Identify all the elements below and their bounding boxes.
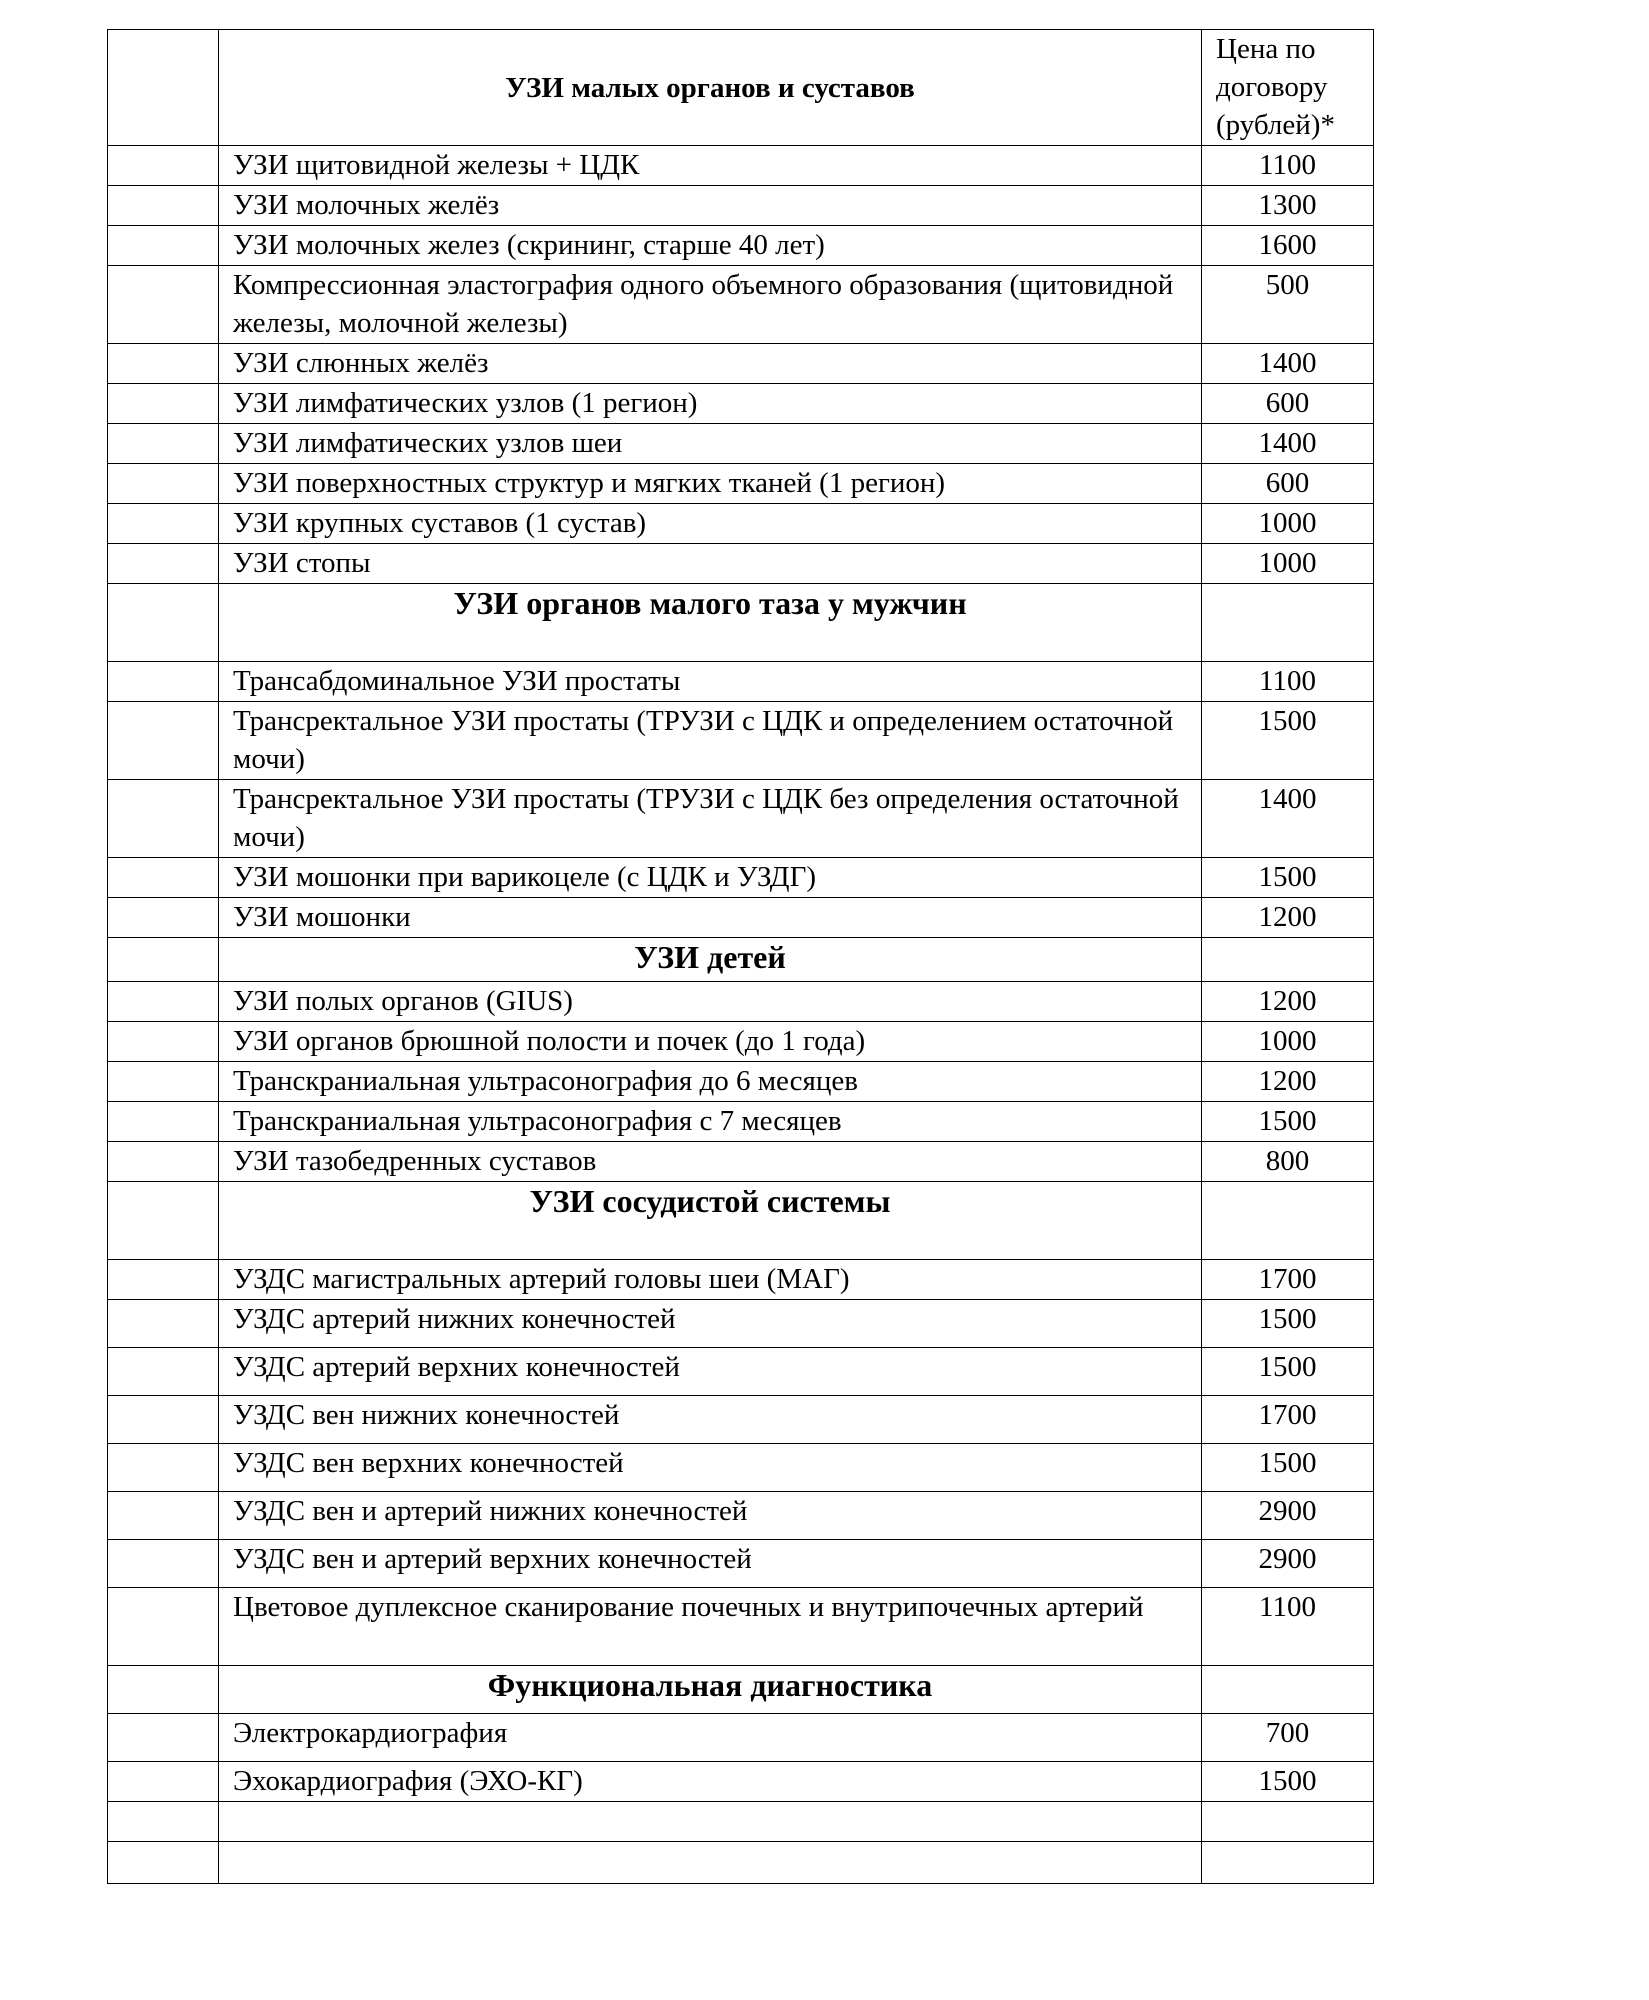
row-number-cell (108, 1842, 219, 1884)
service-price: 700 (1202, 1714, 1374, 1762)
empty-row (108, 1842, 1374, 1884)
section-title: УЗИ детей (219, 938, 1202, 982)
service-price (1202, 1842, 1374, 1884)
row-number-cell (108, 186, 219, 226)
service-name: УЗДС магистральных артерий головы шеи (МАГ) (219, 1260, 1202, 1300)
row-number-cell (108, 544, 219, 584)
service-price: 1100 (1202, 662, 1374, 702)
row-number-cell (108, 1444, 219, 1492)
table-row (108, 858, 1374, 898)
table-row (108, 898, 1374, 938)
table-row (108, 662, 1374, 702)
service-name: УЗДС вен и артерий нижних конечностей (219, 1492, 1202, 1540)
row-number-cell (108, 344, 219, 384)
table-row (108, 146, 1374, 186)
service-name: УЗИ поверхностных структур и мягких тканей (1 регион) (219, 464, 1202, 504)
service-price: 1700 (1202, 1260, 1374, 1300)
table-row (108, 186, 1374, 226)
service-price: 1500 (1202, 1102, 1374, 1142)
section-title: УЗИ сосудистой системы (219, 1182, 1202, 1260)
table-row (108, 1062, 1374, 1102)
row-number-cell (108, 504, 219, 544)
service-price: 1400 (1202, 424, 1374, 464)
service-name: УЗДС вен верхних конечностей (219, 1444, 1202, 1492)
service-price: 1200 (1202, 1062, 1374, 1102)
service-price: 1000 (1202, 1022, 1374, 1062)
service-name: УЗДС вен и артерий верхних конечностей (219, 1540, 1202, 1588)
price-table (107, 29, 1374, 1884)
row-number-cell (108, 702, 219, 780)
service-price: 1300 (1202, 186, 1374, 226)
service-name: Трансректальное УЗИ простаты (ТРУЗИ с ЦДК и определением остаточной мочи) (219, 702, 1202, 780)
table-row (108, 982, 1374, 1022)
header-row (108, 30, 1374, 146)
service-price: 1500 (1202, 1444, 1374, 1492)
row-number-cell (108, 464, 219, 504)
table-row (108, 464, 1374, 504)
service-price: 1500 (1202, 1348, 1374, 1396)
table-row (108, 1022, 1374, 1062)
table-row (108, 780, 1374, 858)
service-name: Компрессионная эластография одного объемного образования (щитовидной железы, молочной железы) (219, 266, 1202, 344)
service-price (1202, 938, 1374, 982)
service-name (219, 1842, 1202, 1884)
service-name: УЗИ слюнных желёз (219, 344, 1202, 384)
service-name: УЗДС артерий нижних конечностей (219, 1300, 1202, 1348)
service-name: УЗИ крупных суставов (1 сустав) (219, 504, 1202, 544)
section-title: Функциональная диагностика (219, 1666, 1202, 1714)
table-row (108, 1300, 1374, 1348)
service-price (1202, 1666, 1374, 1714)
row-number-cell (108, 1102, 219, 1142)
service-price (1202, 1802, 1374, 1842)
service-name: Эхокардиография (ЭХО-КГ) (219, 1762, 1202, 1802)
row-number-cell (108, 1666, 219, 1714)
service-price: 1500 (1202, 1300, 1374, 1348)
service-name: Электрокардиография (219, 1714, 1202, 1762)
table-row (108, 1588, 1374, 1666)
service-price: 1700 (1202, 1396, 1374, 1444)
row-number-cell (108, 424, 219, 464)
table-row (108, 226, 1374, 266)
service-name: Цветовое дуплексное сканирование почечных и внутрипочечных артерий (219, 1588, 1202, 1666)
table-row (108, 504, 1374, 544)
row-number-cell (108, 1022, 219, 1062)
table-row (108, 1348, 1374, 1396)
section-header-row (108, 938, 1374, 982)
table-row (108, 1102, 1374, 1142)
service-price: 1100 (1202, 146, 1374, 186)
table-row (108, 1396, 1374, 1444)
section-header-row (108, 584, 1374, 662)
section-title: УЗИ органов малого таза у мужчин (219, 584, 1202, 662)
row-number-cell (108, 146, 219, 186)
table-body (108, 30, 1374, 1884)
header-number-cell (108, 30, 219, 146)
service-price: 1200 (1202, 982, 1374, 1022)
section-title: УЗИ малых органов и суставов (219, 30, 1202, 146)
service-name: УЗИ лимфатических узлов (1 регион) (219, 384, 1202, 424)
service-price: 1500 (1202, 1762, 1374, 1802)
service-name: УЗИ стопы (219, 544, 1202, 584)
row-number-cell (108, 1588, 219, 1666)
row-number-cell (108, 1492, 219, 1540)
service-price: 500 (1202, 266, 1374, 344)
service-price: 600 (1202, 384, 1374, 424)
service-price: 1400 (1202, 344, 1374, 384)
table-row (108, 384, 1374, 424)
row-number-cell (108, 1802, 219, 1842)
service-name (219, 1802, 1202, 1842)
row-number-cell (108, 662, 219, 702)
empty-row (108, 1802, 1374, 1842)
service-price: 2900 (1202, 1540, 1374, 1588)
table-row (108, 702, 1374, 780)
table-row (108, 1492, 1374, 1540)
table-row (108, 1260, 1374, 1300)
service-price: 1000 (1202, 544, 1374, 584)
service-name: УЗИ мошонки при варикоцеле (с ЦДК и УЗДГ) (219, 858, 1202, 898)
row-number-cell (108, 226, 219, 266)
row-number-cell (108, 1714, 219, 1762)
table-row (108, 1444, 1374, 1492)
service-name: УЗИ щитовидной железы + ЦДК (219, 146, 1202, 186)
service-name: УЗИ молочных желез (скрининг, старше 40 лет) (219, 226, 1202, 266)
service-price: 600 (1202, 464, 1374, 504)
row-number-cell (108, 780, 219, 858)
row-number-cell (108, 1182, 219, 1260)
service-price (1202, 1182, 1374, 1260)
service-name: Транскраниальная ультрасонография с 7 месяцев (219, 1102, 1202, 1142)
table-row (108, 544, 1374, 584)
row-number-cell (108, 1300, 219, 1348)
service-price: 1600 (1202, 226, 1374, 266)
service-price (1202, 584, 1374, 662)
service-name: УЗИ органов брюшной полости и почек (до 1 года) (219, 1022, 1202, 1062)
service-name: Транскраниальная ультрасонография до 6 месяцев (219, 1062, 1202, 1102)
service-price: 1000 (1202, 504, 1374, 544)
row-number-cell (108, 1142, 219, 1182)
row-number-cell (108, 1260, 219, 1300)
row-number-cell (108, 1540, 219, 1588)
row-number-cell (108, 938, 219, 982)
service-name: УЗИ мошонки (219, 898, 1202, 938)
service-price: 1500 (1202, 858, 1374, 898)
service-name: УЗДС вен нижних конечностей (219, 1396, 1202, 1444)
row-number-cell (108, 858, 219, 898)
section-header-row (108, 1182, 1374, 1260)
service-price: 1500 (1202, 702, 1374, 780)
table-row (108, 1540, 1374, 1588)
price-column-header: Цена по договору (рублей)* (1202, 30, 1374, 146)
row-number-cell (108, 1762, 219, 1802)
service-price: 1100 (1202, 1588, 1374, 1666)
service-name: УЗИ тазобедренных суставов (219, 1142, 1202, 1182)
row-number-cell (108, 584, 219, 662)
row-number-cell (108, 266, 219, 344)
section-header-row (108, 1666, 1374, 1714)
row-number-cell (108, 384, 219, 424)
service-name: УЗИ лимфатических узлов шеи (219, 424, 1202, 464)
table-row (108, 266, 1374, 344)
table-row (108, 1714, 1374, 1762)
row-number-cell (108, 1062, 219, 1102)
table-row (108, 1142, 1374, 1182)
table-row (108, 1762, 1374, 1802)
service-price: 800 (1202, 1142, 1374, 1182)
service-name: Трансабдоминальное УЗИ простаты (219, 662, 1202, 702)
service-price: 1200 (1202, 898, 1374, 938)
table-row (108, 344, 1374, 384)
row-number-cell (108, 1348, 219, 1396)
service-price: 1400 (1202, 780, 1374, 858)
service-price: 2900 (1202, 1492, 1374, 1540)
row-number-cell (108, 1396, 219, 1444)
service-name: УЗДС артерий верхних конечностей (219, 1348, 1202, 1396)
service-name: УЗИ молочных желёз (219, 186, 1202, 226)
row-number-cell (108, 982, 219, 1022)
service-name: Трансректальное УЗИ простаты (ТРУЗИ с ЦДК без определения остаточной мочи) (219, 780, 1202, 858)
table-row (108, 424, 1374, 464)
service-name: УЗИ полых органов (GIUS) (219, 982, 1202, 1022)
row-number-cell (108, 898, 219, 938)
